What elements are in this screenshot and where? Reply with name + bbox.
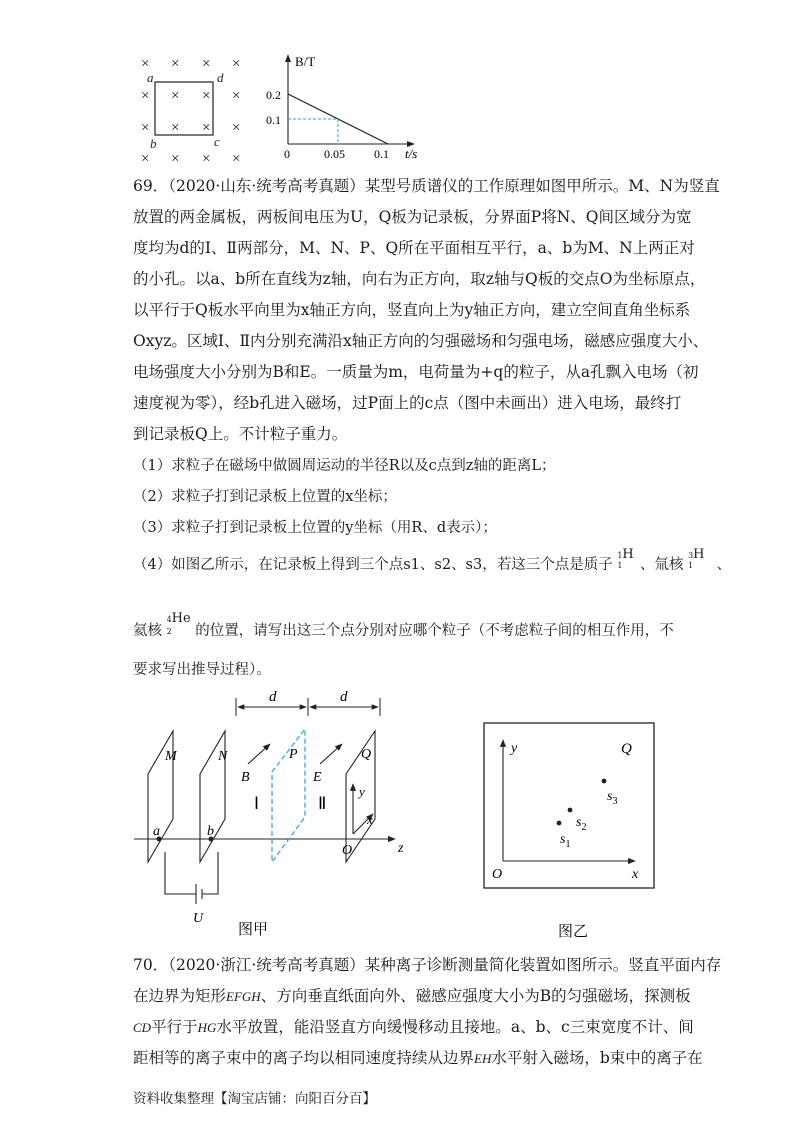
q69-sep-1: 、氚核 [639, 557, 684, 573]
q69-line-5: 以平行于Q板水平向里为x轴正方向，竖直向上为y轴正方向，建立空间直角坐标系 [133, 301, 691, 319]
helium-nuclide [166, 611, 191, 641]
q69-line-3: 度均为d的Ⅰ、Ⅱ两部分，M、N、P、Q所在平面相互平行，a、b为M、N上两正对 [133, 239, 695, 257]
voltage-source-circuit [165, 852, 218, 904]
q69-sub-2: （2）求粒子打到记录板上位置的x坐标； [133, 489, 397, 505]
x-tick-0.05: 0.05 [324, 147, 345, 161]
q69-line-4: 的小孔。以a、b所在直线为z轴，向右为正方向，取z轴与Q板的交点O为坐标原点， [133, 270, 706, 288]
x-axis-label: t/s [405, 146, 418, 161]
q69-sub-1: （1）求粒子在磁场中做圆周运动的半径R以及c点到z轴的距离L； [133, 458, 556, 474]
e-label: E [313, 770, 322, 785]
b-field-arrow [248, 744, 270, 764]
q69-line-9: 到记录板Q上。不计粒子重力。 [133, 425, 348, 443]
cross-mark: × [171, 88, 180, 104]
q69-line-1: 69．（2020·山东·统考高考真题）某型号质谱仪的工作原理如图甲所示。M、N为竖直 [133, 177, 720, 195]
q69-line-7: 电场强度大小分别为B和E。一质量为m，电荷量为+q的粒子，从a孔飘入电场（初 [133, 363, 699, 381]
q69-sep-2: 、 [716, 557, 732, 573]
plate-q-label: Q [621, 741, 632, 757]
cross-mark: × [202, 151, 211, 167]
figure-yi [480, 718, 680, 942]
q69-sub-4-line-2 [133, 611, 674, 641]
plate-n-label: N [218, 749, 228, 764]
label-s1: $s_1$ [560, 832, 571, 850]
q70-text: 水平放置，能沿竖直方向缓慢移动且接地。a、b、c三束宽度不计、间 [216, 1018, 694, 1036]
x-tick-0: 0 [284, 147, 290, 161]
y-tick-0.1: 0.1 [266, 113, 281, 127]
q70-line-4 [133, 1048, 703, 1069]
figure-jia-caption: 图甲 [238, 922, 269, 938]
e-field-arrow [320, 744, 342, 764]
cross-mark: × [141, 88, 150, 104]
helium-prefix: 氦核 [133, 623, 162, 639]
q70-text: 距相等的离子束中的离子均以相同速度持续从边界 [133, 1049, 475, 1067]
proton-mass-number: 1 [617, 551, 623, 560]
b-t-graph [266, 54, 417, 161]
figure-yi-caption: 图乙 [558, 924, 589, 940]
cross-mark: × [232, 56, 241, 72]
cross-mark: × [232, 120, 241, 136]
q70-text: 在边界为矩形 [133, 987, 227, 1005]
helium-mass-number: 4 [166, 615, 172, 624]
proton-atomic-number: 1 [617, 561, 623, 570]
hole-b-label: b [207, 824, 214, 839]
q70-eh: EH [474, 1051, 492, 1066]
cross-mark: × [171, 56, 180, 72]
cross-mark: × [141, 56, 150, 72]
plate-m-label: M [165, 749, 177, 764]
point-s3 [602, 779, 607, 784]
corner-label-b: b [150, 136, 157, 151]
y-tick-0.2: 0.2 [266, 88, 281, 102]
cross-mark: × [171, 120, 180, 136]
cross-mark: × [141, 120, 150, 136]
y-axis-label: y [511, 741, 518, 756]
origin-label: O [492, 867, 503, 882]
y-axis-label: y [359, 784, 365, 799]
q70-text: 、方向垂直纸面向外、磁感应强度大小为B的匀强磁场，探测板 [260, 987, 691, 1005]
triton-atomic-number: 1 [688, 561, 694, 570]
dashed-guide [288, 119, 338, 144]
origin-label: O [342, 843, 353, 858]
q70-efgh: EFGH [226, 989, 261, 1004]
y-axis-label: B/T [295, 54, 316, 69]
b-label: B [241, 770, 250, 785]
q69-sub-4-text-b: 的位置，请写出这三个点分别对应哪个粒子（不考虑粒子间的相互作用，不 [195, 623, 674, 639]
q69-sub-4-text: （4）如图乙所示，在记录板上得到三个点s1、s2、s3，若这三个点是质子 [133, 557, 613, 573]
hole-a-label: a [153, 824, 160, 839]
graph-plot [288, 94, 388, 144]
corner-label-a: a [147, 70, 154, 85]
figure-jia [130, 684, 410, 942]
cross-mark: × [202, 56, 211, 72]
label-s3: $s_3$ [607, 789, 618, 807]
q70-text: 水平射入磁场，b束中的离子在 [491, 1049, 703, 1067]
d-label-1: d [269, 689, 277, 705]
plate-q-label: Q [361, 747, 372, 762]
corner-label-c: c [214, 134, 220, 149]
q70-cd: CD [133, 1020, 152, 1035]
q69-line-8: 速度视为零），经b孔进入磁场，过P面上的c点（图中未画出）进入电场，最终打 [133, 394, 682, 412]
page-footer: 资料收集整理【淘宝店铺：向阳百分百】 [133, 1091, 376, 1107]
label-s2: $s_2$ [576, 815, 587, 833]
region-i-label: Ⅰ [254, 794, 260, 813]
q69-line-6: Oxyz。区域Ⅰ、Ⅱ内分别充满沿x轴正方向的匀强磁场和匀强电场，磁感应强度大小、 [133, 332, 709, 350]
cross-mark: × [232, 88, 241, 104]
plane-p-label: P [289, 747, 298, 762]
corner-label-d: d [217, 70, 224, 85]
q70-line-2 [133, 986, 691, 1007]
triton-mass-number: 3 [688, 551, 694, 560]
cross-mark: × [171, 151, 180, 167]
cross-mark: × [202, 88, 211, 104]
point-s1 [557, 821, 562, 826]
q69-line-2: 放置的两金属板，两板间电压为U，Q板为记录板，分界面P将N、Q间区域分为宽 [133, 208, 692, 226]
x-axis-label: x [367, 812, 373, 827]
proton-symbol: H [622, 547, 634, 562]
voltage-label: U [193, 911, 204, 926]
triton-nuclide [688, 547, 706, 575]
cross-mark: × [141, 151, 150, 167]
point-s2 [568, 808, 573, 813]
q69-sub-4-line-3: 要求写出推导过程）。 [133, 662, 271, 678]
x-axis-label: x [632, 867, 639, 882]
helium-symbol: He [171, 611, 191, 626]
top-figure [130, 52, 430, 167]
region-ii-label: Ⅱ [318, 794, 327, 813]
cross-mark: × [232, 151, 241, 167]
x-tick-0.1: 0.1 [374, 147, 389, 161]
q70-text: 平行于 [151, 1018, 198, 1036]
q69-sub-3: （3）求粒子打到记录板上位置的y坐标（用R、d表示）； [133, 520, 497, 536]
q70-line-3 [133, 1017, 694, 1038]
q69-sub-4-line-1 [133, 547, 732, 575]
z-axis-label: z [398, 841, 404, 856]
proton-nuclide [617, 547, 635, 575]
cross-mark: × [202, 120, 211, 136]
q70-hg: HG [197, 1020, 217, 1035]
q70-line-1: 70．（2020·浙江·统考高考真题）某种离子诊断测量简化装置如图所示。竖直平面内存 [133, 956, 722, 974]
d-label-2: d [340, 689, 348, 705]
dimension-marks [236, 698, 380, 716]
triton-symbol: H [693, 547, 705, 562]
helium-atomic-number: 2 [166, 627, 172, 636]
